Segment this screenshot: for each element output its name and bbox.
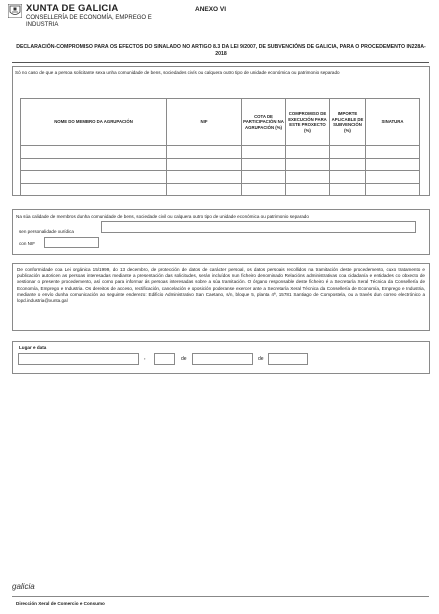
org-name: XUNTA DE GALICIA (26, 3, 119, 14)
subsidy-cell[interactable] (330, 158, 366, 171)
column-header-nif: NIF (167, 99, 242, 146)
annex-label: ANEXO VI (195, 6, 227, 13)
member-name-cell[interactable] (21, 183, 167, 196)
signature-cell[interactable] (366, 158, 420, 171)
table-row (21, 171, 420, 184)
year-field[interactable] (268, 353, 308, 365)
share-cell[interactable] (242, 146, 286, 159)
signature-cell[interactable] (366, 183, 420, 196)
subsidy-cell[interactable] (330, 146, 366, 159)
member-name-cell[interactable] (21, 171, 167, 184)
company-name-label: sen personalidade xurídica (19, 229, 74, 234)
place-date-label: Lugar e data (19, 345, 47, 350)
privacy-notice: De conformidade coa Lei orgánica 15/1999, do 13 decembro, de protección de datos de carácter persoal, os datos persoais recollidos na tramitación deste procedemento, cuxo tratamento e publicación autoricen as persoas interesadas mediante a presentación das solicitudes, serán incluídos nun ficheiro denominado Relacións administrativas coa cidadanía e entidades co obxecto de xestionar o presente procedemento, así como para informar ás persoas interesadas sobre a súa tramitación. O órgano responsable deste ficheiro é a Secretaría Xeral Técnica da Consellería de Economía, Emprego e Industria. Os dereitos de acceso, rectificación, cancelación e oposición poderanse exercer ante a Secretaría Xeral Técnica da Consellería de Economía, Emprego e Industria, mediante o envío dunha comunicación ao seguinte enderezo: Edificio Administrativo San Caetano, s/n, bloque 5, planta 4ª, 15781 Santiago de Compostela, ou a través dun correo electrónico a lopd.industria@xunta.gal (17, 267, 425, 304)
table-header-row (21, 99, 420, 146)
members-table (20, 98, 420, 196)
nif-cell[interactable] (167, 146, 242, 159)
place-field[interactable] (18, 353, 139, 365)
day-field[interactable] (154, 353, 175, 365)
nif-cell[interactable] (167, 183, 242, 196)
commitment-cell[interactable] (286, 171, 330, 184)
month-field[interactable] (192, 353, 253, 365)
table-row (21, 183, 420, 196)
de-separator: de (258, 356, 264, 362)
nif-cell[interactable] (167, 158, 242, 171)
table-row (21, 158, 420, 171)
signature-cell[interactable] (366, 171, 420, 184)
column-header-subsidy: IMPORTE APLICABLE DE SUBVENCIÓN (%) (330, 99, 366, 146)
commitment-cell[interactable] (286, 183, 330, 196)
member-name-cell[interactable] (21, 146, 167, 159)
column-header-commitment: COMPROMISO DE EXECUCIÓN PARA ESTE PROXECTO (%) (286, 99, 330, 146)
company-name-field[interactable] (101, 221, 416, 233)
org-department: CONSELLERÍA DE ECONOMÍA, EMPREGO E INDUSTRIA (26, 15, 152, 28)
column-header-member-name: NOME DO MEMBRO DA AGRUPACIÓN (21, 99, 167, 146)
member-name-cell[interactable] (21, 158, 167, 171)
company-nif-label: con NIF (19, 241, 36, 246)
signature-cell[interactable] (366, 146, 420, 159)
subsidy-cell[interactable] (330, 171, 366, 184)
commitment-cell[interactable] (286, 146, 330, 159)
footer-divider (12, 596, 429, 597)
share-cell[interactable] (242, 183, 286, 196)
commitment-cell[interactable] (286, 158, 330, 171)
nif-cell[interactable] (167, 171, 242, 184)
comma-separator: , (144, 355, 146, 361)
subsidy-cell[interactable] (330, 183, 366, 196)
company-intro: Na súa calidade de membros dunha comunidade de bens, sociedade civil ou calquera outro tipo de unidade económica ou patrimonio separado (16, 214, 309, 219)
directorate-name: Dirección Xeral de Comercio e Consumo (16, 601, 105, 606)
xunta-logo-icon (8, 4, 22, 18)
members-intro: Só no caso de que a persoa solicitante sexa unha comunidade de bens, sociedades civís ou calquera outro tipo de unidade económica ou patrimonio separado (15, 70, 340, 75)
company-nif-field[interactable] (44, 237, 99, 248)
column-header-share: COTA DE PARTICIPACIÓN NA AGRUPACIÓN (%) (242, 99, 286, 146)
title-divider (12, 62, 429, 63)
share-cell[interactable] (242, 171, 286, 184)
galicia-logo: galicia (12, 582, 35, 591)
column-header-signature: SINATURA (366, 99, 420, 146)
share-cell[interactable] (242, 158, 286, 171)
document-title: DECLARACIÓN-COMPROMISO PARA OS EFECTOS DO SINALADO NO ARTIGO 8.3 DA LEI 9/2007, DE SUBVENCIÓNS DE GALICIA, PARA O PROCEDEMENTO IN228A-2018 (16, 44, 426, 57)
de-separator: de (181, 356, 187, 362)
table-row (21, 146, 420, 159)
